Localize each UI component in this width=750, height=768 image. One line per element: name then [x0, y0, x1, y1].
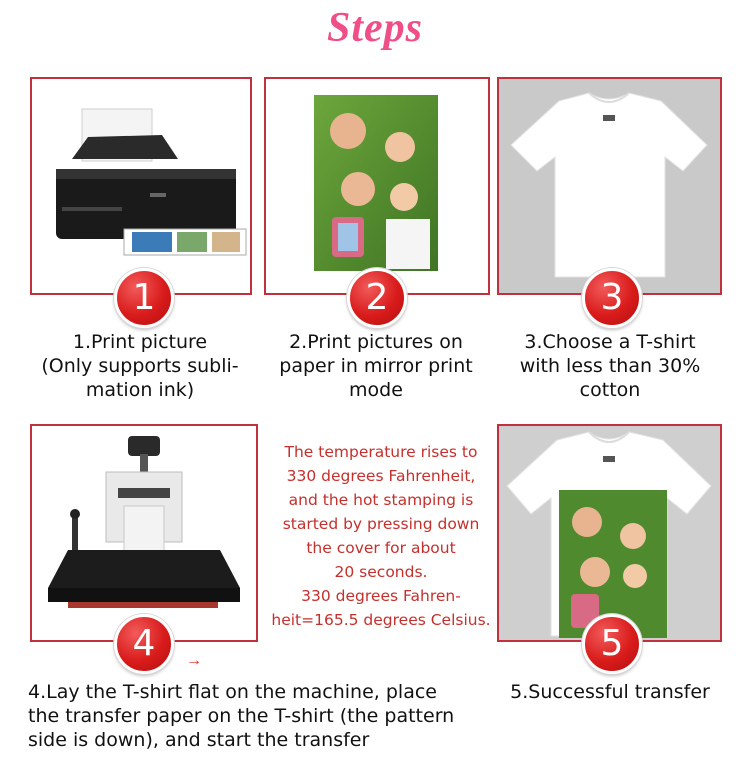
temperature-note: [268, 440, 494, 632]
note-line: and the hot stamping is: [288, 491, 474, 509]
note-line: The temperature rises to: [284, 443, 478, 461]
step-1-caption-line: (Only supports subli-: [41, 355, 239, 377]
step-3-badge: 3: [582, 268, 642, 328]
step-2-caption-line: paper in mirror print: [279, 355, 473, 377]
step-4-caption-line: 4.Lay the T-shirt flat on the machine, place: [28, 681, 437, 703]
step-5-badge: 5: [582, 614, 642, 674]
step-1-caption-line: 1.Print picture: [72, 331, 208, 353]
family-photo-icon: [266, 79, 488, 293]
step-3-caption-line: with less than 30%: [519, 355, 701, 377]
note-line: 330 degrees Fahrenheit,: [286, 467, 476, 485]
step-4-caption: [28, 680, 498, 752]
step-2-caption: [256, 330, 496, 402]
step-3-caption-line: cotton: [579, 379, 641, 401]
white-tshirt-icon: [499, 79, 720, 293]
heat-press-icon: [32, 426, 256, 640]
page-title: Steps: [326, 5, 423, 51]
printed-tshirt-icon: [499, 426, 720, 640]
step-2-caption-line: 2.Print pictures on: [289, 331, 463, 353]
step-3-caption: [490, 330, 730, 402]
step-5-image-frame: [497, 424, 722, 642]
note-line: 20 seconds.: [334, 563, 428, 581]
step-1-image-frame: [30, 77, 252, 295]
step-4-caption-line: side is down), and start the transfer: [28, 729, 370, 751]
step-5-caption-line: 5.Successful transfer: [510, 681, 710, 703]
arrow-right-icon: →: [186, 652, 202, 669]
note-line: heit=165.5 degrees Celsius.: [271, 611, 491, 629]
step-1-caption-line: mation ink): [85, 379, 195, 401]
note-line: 330 degrees Fahren-: [301, 587, 461, 605]
step-3-caption-line: 3.Choose a T-shirt: [524, 331, 696, 353]
step-4-badge: 4: [114, 614, 174, 674]
note-line: the cover for about: [306, 539, 456, 557]
step-4-caption-line: the transfer paper on the T-shirt (the pattern: [28, 705, 455, 727]
step-1-badge: 1: [114, 268, 174, 328]
step-4-image-frame: [30, 424, 258, 642]
step-2-caption-line: mode: [349, 379, 403, 401]
step-5-caption: [490, 680, 730, 704]
note-line: started by pressing down: [282, 515, 480, 533]
step-1-caption: [20, 330, 260, 402]
step-2-badge: 2: [347, 268, 407, 328]
step-3-image-frame: [497, 77, 722, 295]
step-2-image-frame: [264, 77, 490, 295]
printer-icon: [32, 79, 250, 293]
